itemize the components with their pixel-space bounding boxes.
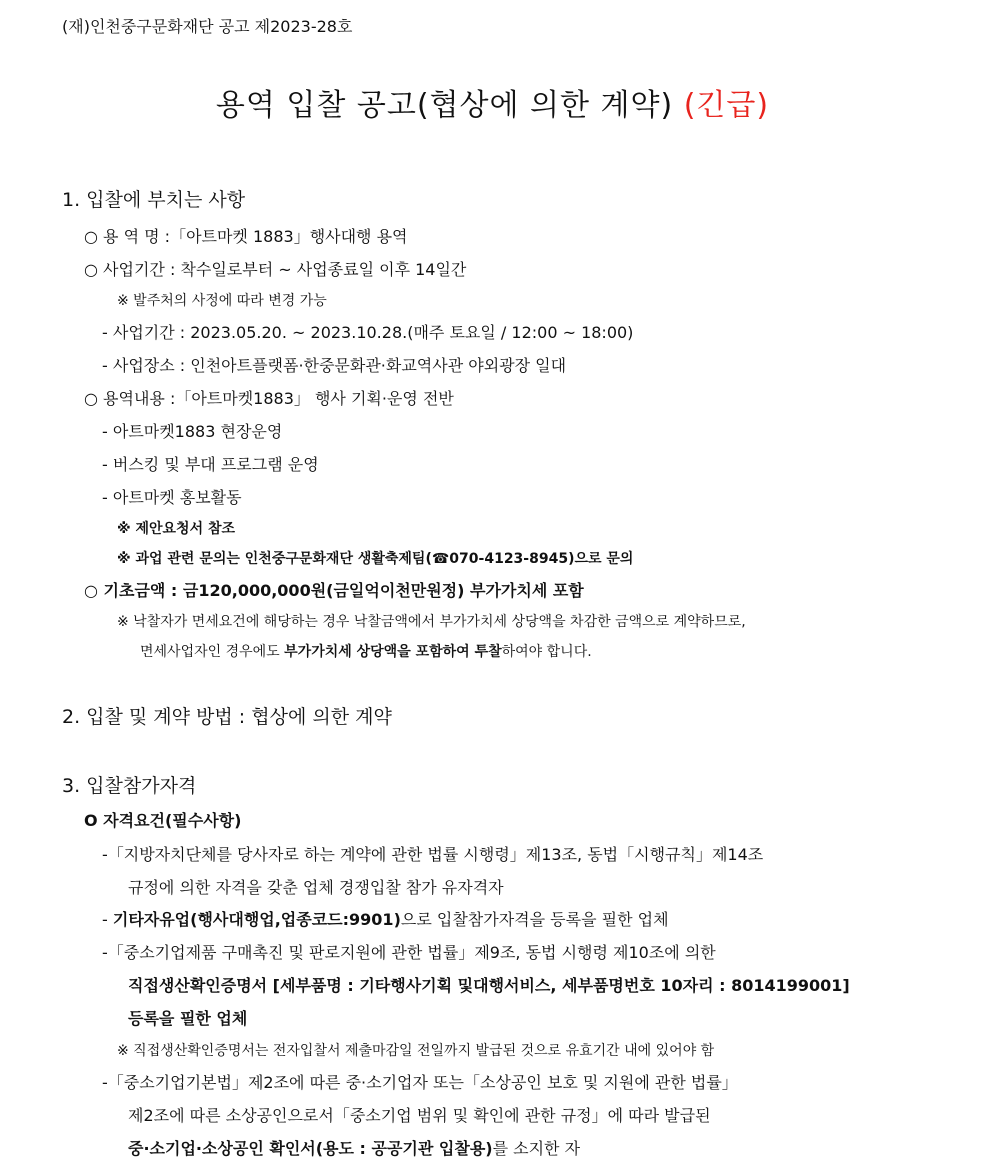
content-item-busking: - 버스킹 및 부대 프로그램 운영 [102,455,319,474]
notice-number: (재)인천중구문화재단 공고 제2023-28호 [62,17,353,36]
business-code-line: - 기타자유업(행사대행업,업종코드:9901)으로 입찰참가자격을 등록을 필한 업체 [102,910,669,929]
section-2-heading: 2. 입찰 및 계약 방법 : 협상에 의한 계약 [62,706,392,728]
tax-exemption-note: ※ 낙찰자가 면세요건에 해당하는 경우 낙찰금액에서 부가가치세 상당액을 차감한 금액으로 계약하므로, [117,614,746,630]
rfp-reference-note: ※ 제안요청서 참조 [117,521,236,537]
sme-confirmation-emphasis: 중·소기업·소상공인 확인서(용도 : 공공기관 입찰용) [128,1139,493,1158]
content-item-promotion: - 아트마켓 홍보활동 [102,488,242,507]
base-amount-line: ○ 기초금액 : 금120,000,000원(금일억이천만원정) 부가가치세 포함 [84,581,584,600]
sme-basic-law-line: -「중소기업기본법」제2조에 따른 중·소기업자 또는「소상공인 보호 및 지원에 관한 법률」 [102,1073,738,1092]
sme-products-law-line: -「중소기업제품 구매촉진 및 판로지원에 관한 법률」제9조, 동법 시행령 제10조에 의한 [102,943,716,962]
tax-exemption-note-cont: 면세사업자인 경우에도 부가가치세 상당액을 포함하여 투찰하여야 합니다. [140,644,592,660]
service-period-line: ○ 사업기간 : 착수일로부터 ~ 사업종료일 이후 14일간 [84,260,467,279]
qualification-law-line: -「지방자치단체를 당사자로 하는 계약에 관한 법률 시행령」제13조, 동법「시행규칙」제14조 [102,845,764,864]
direct-production-certificate-line: 직접생산확인증명서 [세부품명 : 기타행사기획 및대행서비스, 세부품명번호 10자리 : 8014199001] [128,976,850,995]
sme-confirmation-line: 중·소기업·소상공인 확인서(용도 : 공공기관 입찰용)를 소지한 자 [128,1139,581,1158]
qualification-law-line-cont: 규정에 의한 자격을 갖춘 업체 경쟁입찰 참가 유자격자 [128,878,504,897]
business-period-line: - 사업기간 : 2023.05.20. ~ 2023.10.28.(매주 토요일 / 12:00 ~ 18:00) [102,323,634,342]
sme-basic-law-line-cont: 제2조에 따른 소상공인으로서「중소기업 범위 및 확인에 관한 규정」에 따라 발급된 [128,1106,711,1125]
page-title [0,84,985,128]
registration-required-line: 등록을 필한 업체 [128,1009,248,1028]
service-content-line: ○ 용역내용 :「아트마켓1883」 행사 기획·운영 전반 [84,389,454,408]
inquiry-contact-note: ※ 과업 관련 문의는 인천중구문화재단 생활축제팀(☎070-4123-8945)으로 문의 [117,551,634,567]
business-code-emphasis: 기타자유업(행사대행업,업종코드:9901) [112,910,401,929]
qualification-heading: O 자격요건(필수사항) [84,811,242,830]
vat-included-emphasis: 부가가치세 상당액을 포함하여 투찰 [284,644,502,660]
certificate-validity-note: ※ 직접생산확인증명서는 전자입찰서 제출마감일 전일까지 발급된 것으로 유효기간 내에 있어야 함 [117,1043,715,1059]
service-name-line: ○ 용 역 명 :「아트마켓 1883」행사대행 용역 [84,227,408,246]
section-1-heading: 1. 입찰에 부치는 사항 [62,189,246,211]
period-change-note: ※ 발주처의 사정에 따라 변경 가능 [117,293,327,309]
title-text: 용역 입찰 공고(협상에 의한 계약) [215,88,674,123]
business-location-line: - 사업장소 : 인천아트플랫폼·한중문화관·화교역사관 야외광장 일대 [102,356,567,375]
urgent-label: (긴급) [683,88,770,123]
content-item-onsite: - 아트마켓1883 현장운영 [102,422,283,441]
section-3-heading: 3. 입찰참가자격 [62,775,197,797]
